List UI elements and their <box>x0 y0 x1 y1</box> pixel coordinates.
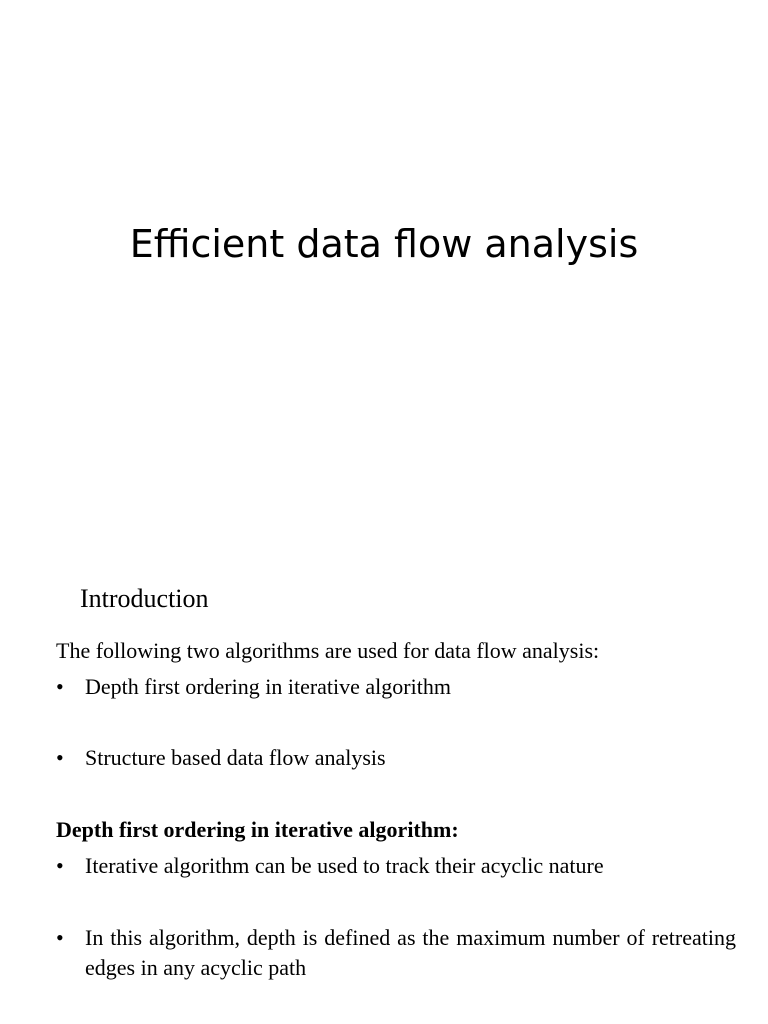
list-item-text: Structure based data flow analysis <box>85 745 386 770</box>
section-heading: Depth first ordering in iterative algorithm: <box>56 817 459 842</box>
list-item-text: Iterative algorithm can be used to track their acyclic nature <box>85 853 604 878</box>
list-item <box>56 851 736 881</box>
bullet-icon: • <box>56 745 64 770</box>
bullet-icon: • <box>56 925 64 950</box>
list-item <box>56 923 736 983</box>
list-item <box>56 743 736 773</box>
bullet-icon: • <box>56 674 64 699</box>
list-item <box>56 672 736 702</box>
bullet-icon: • <box>56 853 64 878</box>
intro-heading: Introduction <box>80 584 209 613</box>
slide-title: Efficient data flow analysis <box>129 222 639 266</box>
list-item-text: Depth first ordering in iterative algorithm <box>85 674 451 699</box>
list-item-text: In this algorithm, depth is defined as the maximum number of retreating edges in any acyclic path <box>85 925 736 980</box>
lead-paragraph: The following two algorithms are used for data flow analysis: <box>56 638 600 663</box>
